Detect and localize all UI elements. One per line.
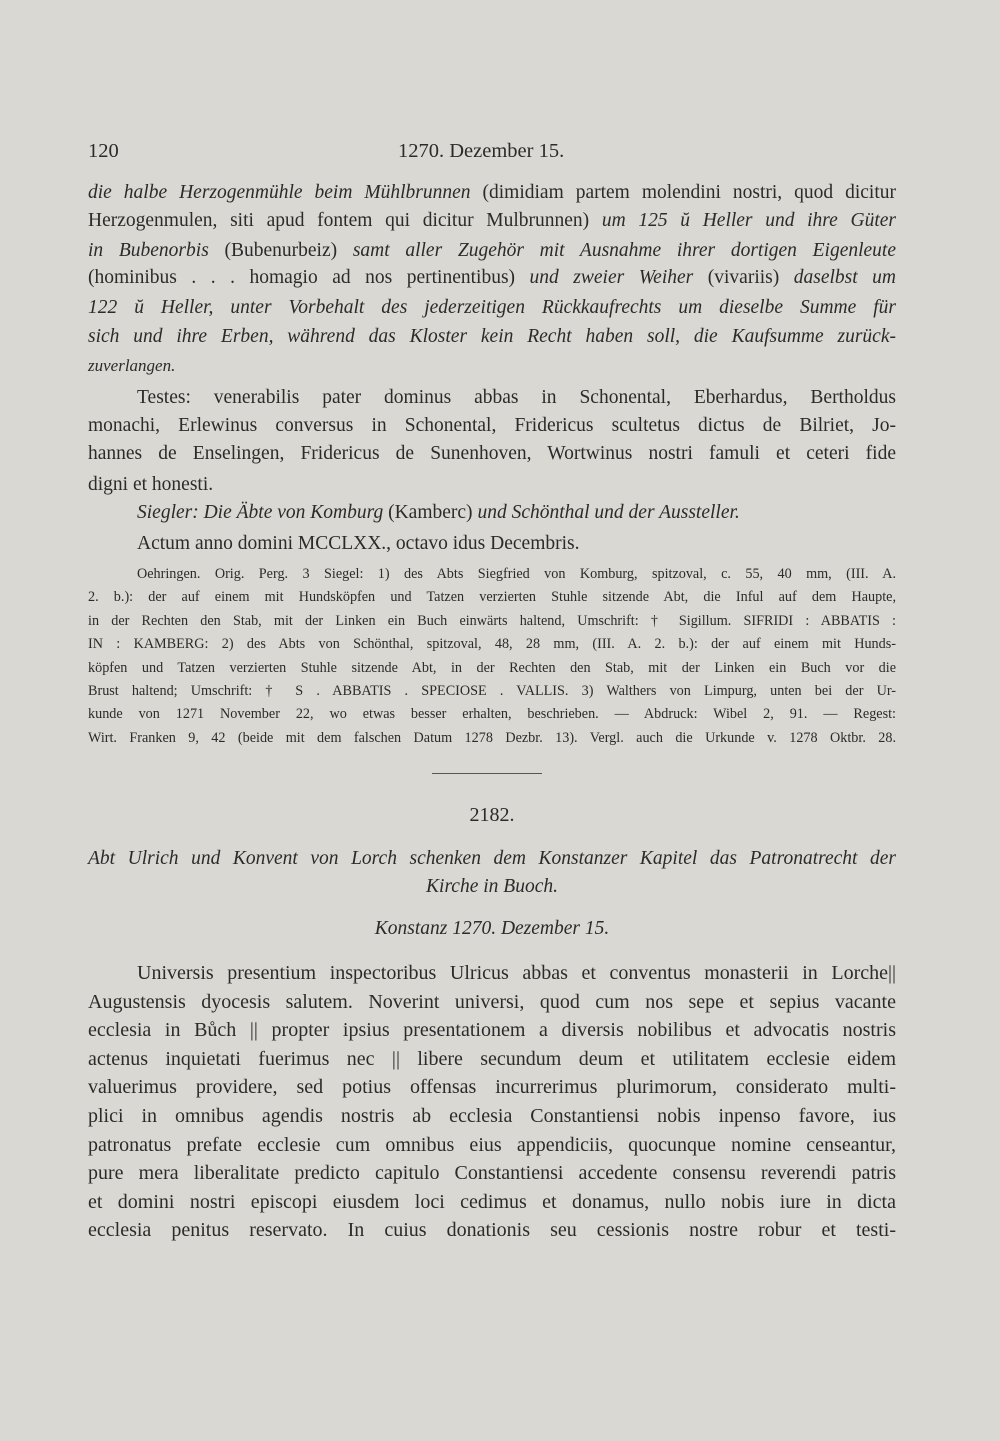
sealers-line: Siegler: Die Äbte von Komburg (Kamberc) und Schönthal und der Aussteller. — [137, 502, 740, 523]
note-line: kunde von 1271 November 22, wo etwas besser erhalten, beschrieben. — Abdruck: Wibel 2, 91. — Regest: — [88, 706, 896, 723]
body-line: ecclesia in Bůch || propter ipsius presentationem a diversis nobilibus et advocatis nostris — [88, 1019, 896, 1042]
body-line: pure mera liberalitate predicto capitulo Constantiensi accedente consensu reverendi patris — [88, 1162, 896, 1185]
body-line: Universis presentium inspectoribus Ulricus abbas et conventus monasterii in Lorche|| — [137, 962, 896, 984]
text-line: (hominibus . . . homagio ad nos pertinentibus) und zweier Weiher (vivariis) daselbst um — [88, 267, 897, 288]
text-line: sich und ihre Erben, während das Kloster kein Recht haben soll, die Kaufsumme zurück- — [88, 326, 896, 347]
page-number: 120 — [88, 140, 119, 162]
body-line: actenus inquietati fuerimus nec || libere secundum deum et utilitatem ecclesie eidem — [88, 1047, 896, 1070]
body-line: Augustensis dyocesis salutem. Noverint universi, quod cum nos sepe et sepius vacante — [88, 990, 896, 1013]
text-line: die halbe Herzogenmühle beim Mühlbrunnen (dimidiam partem molendini nostri, quod dicitur — [88, 182, 896, 203]
note-line: Oehringen. Orig. Perg. 3 Siegel: 1) des Abts Siegfried von Komburg, spitzoval, c. 55, 40 mm, (III. A. — [137, 566, 896, 582]
text-line: zuverlangen. — [88, 356, 176, 375]
summary-line: Kirche in Buoch. — [426, 876, 558, 897]
running-title: 1270. Dezember 15. — [398, 140, 565, 162]
note-line: IN : KAMBERG: 2) des Abts von Schönthal, spitzoval, 48, 28 mm, (III. A. 2. b.): der auf einem mit Hunds- — [88, 636, 896, 653]
text-line: 122 ŭ Heller, unter Vorbehalt des jederzeitigen Rückkaufrechts um dieselbe Summe für — [88, 297, 896, 318]
body-line: ecclesia penitus reservato. In cuius donationis seu cessionis nostre robur et testi- — [88, 1219, 896, 1242]
document-number: 2182. — [469, 804, 515, 826]
witness-line: Testes: venerabilis pater dominus abbas in Schonental, Eberhardus, Bertholdus — [137, 387, 896, 408]
note-line: Wirt. Franken 9, 42 (beide mit dem falschen Datum 1278 Dezbr. 13). Vergl. auch die Urkunde v. 1278 Oktbr. 28. — [88, 729, 896, 746]
witness-line: hannes de Enselingen, Fridericus de Sunenhoven, Wortwinus nostri famuli et ceteri fide — [88, 443, 896, 464]
text-line: in Bubenorbis (Bubenurbeiz) samt aller Zugehör mit Ausnahme ihrer dortigen Eigenleute — [88, 240, 896, 261]
summary-line: Abt Ulrich und Konvent von Lorch schenken dem Konstanzer Kapitel das Patronatrecht der — [88, 848, 896, 869]
section-divider — [432, 773, 542, 774]
note-line: in der Rechten den Stab, mit der Linken ein Buch einwärts haltend, Umschrift: † Sigillum. SIFRIDI : ABBATIS : — [88, 612, 896, 629]
body-line: patronatus prefate ecclesie cum omnibus eius appendiciis, quocunque nomine censeantur, — [88, 1133, 896, 1156]
note-line: 2. b.): der auf einem mit Hundsköpfen und Tatzen verzierten Stuhle sitzende Abt, die Inful auf dem Haupte, — [88, 589, 896, 606]
actum-line: Actum anno domini MCCLXX., octavo idus Decembris. — [137, 533, 580, 554]
note-line: Brust haltend; Umschrift: † S . ABBATIS . SPECIOSE . VALLIS. 3) Walthers von Limpurg, unten bei der Ur- — [88, 683, 896, 699]
place-date: Konstanz 1270. Dezember 15. — [374, 918, 610, 939]
body-line: et domini nostri episcopi eiusdem loci cedimus et donamus, nullo nobis iure in dicta — [88, 1190, 896, 1213]
body-line: valuerimus providere, sed potius offensas incurrerimus plurimorum, considerato multi- — [88, 1076, 896, 1099]
witness-line: monachi, Erlewinus conversus in Schonental, Fridericus scultetus dictus de Bilriet, Jo- — [88, 415, 896, 436]
body-line: plici in omnibus agendis nostris ab ecclesia Constantiensi nobis inpenso favore, ius — [88, 1105, 896, 1127]
text-line: Herzogenmulen, siti apud fontem qui dicitur Mulbrunnen) um 125 ŭ Heller und ihre Güter — [88, 210, 896, 231]
witness-line: digni et honesti. — [88, 474, 214, 495]
note-line: köpfen und Tatzen verzierten Stuhle sitzende Abt, in der Rechten den Stab, mit der Linken ein Buch vor die — [88, 659, 896, 676]
